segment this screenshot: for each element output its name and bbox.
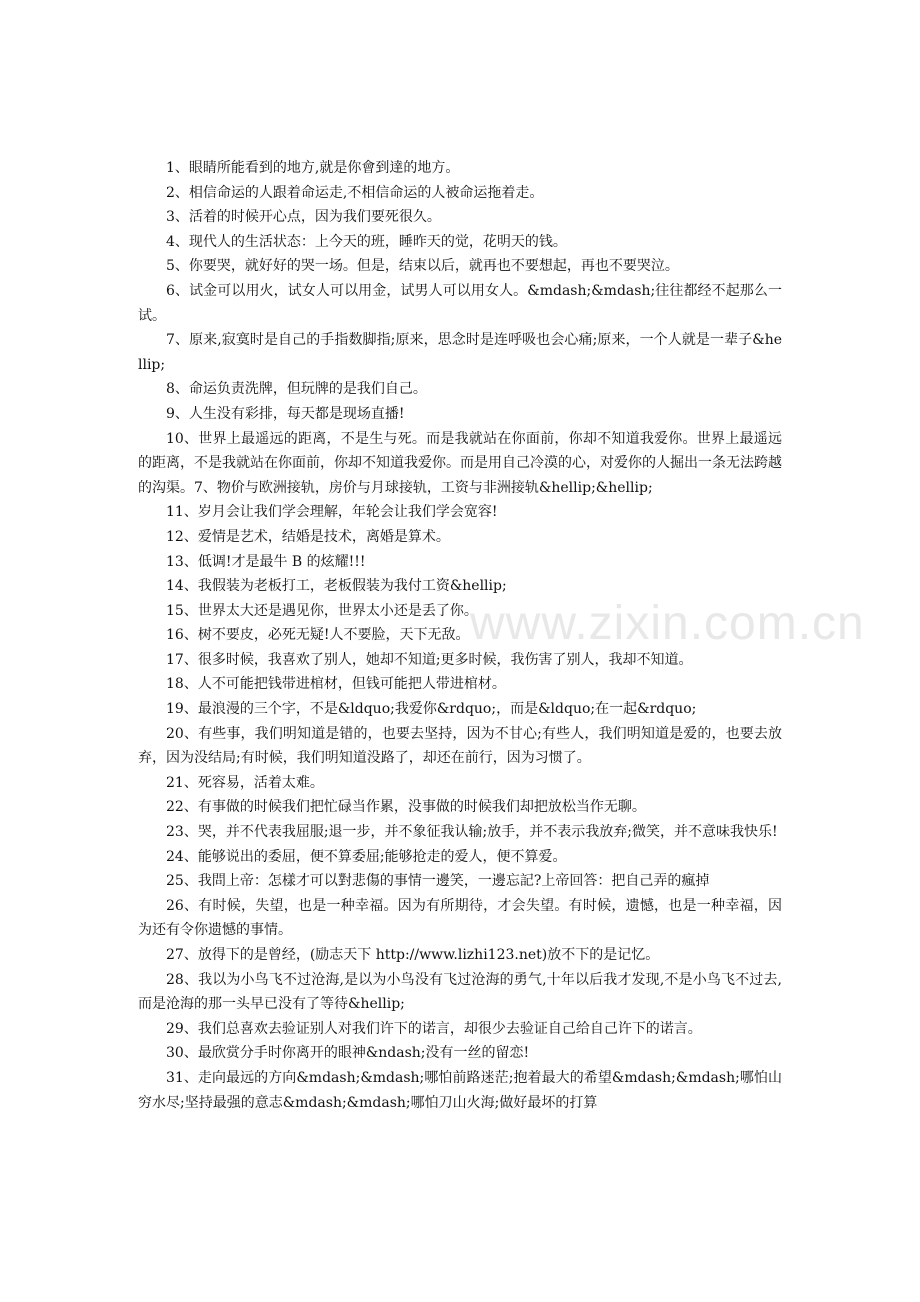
paragraph-16: 16、树不要皮，必死无疑!人不要脸，天下无敌。 bbox=[166, 627, 470, 644]
paragraph-28: 28、我以为小鸟飞不过沧海,是以为小鸟没有飞过沧海的勇气,十年以后我才发现,不是小鸟飞不过去,而是沧海的那一头早已没有了等待&hellip; bbox=[138, 971, 782, 1013]
paragraph-21: 21、死容易，活着太难。 bbox=[166, 774, 324, 791]
paragraph-30: 30、最欣赏分手时你离开的眼神&ndash;没有一丝的留恋! bbox=[166, 1045, 530, 1062]
paragraph-20: 20、有些事，我们明知道是错的，也要去坚持，因为不甘心;有些人，我们明知道是爱的，也要去放弃，因为没结局;有时候，我们明知道没路了，却还在前行，因为习惯了。 bbox=[138, 725, 782, 767]
paragraph-4: 4、现代人的生活状态：上今天的班，睡昨天的觉，花明天的钱。 bbox=[166, 233, 567, 250]
watermark: www.zixin.com.cn bbox=[470, 597, 865, 650]
paragraph-18: 18、人不可能把钱带进棺材，但钱可能把人带进棺材。 bbox=[166, 676, 506, 693]
paragraph-15: 15、世界太大还是遇见你，世界太小还是丢了你。 bbox=[166, 602, 478, 619]
paragraph-3: 3、活着的时候开心点，因为我们要死很久。 bbox=[166, 209, 441, 226]
paragraph-31: 31、走向最远的方向&mdash;&mdash;哪怕前路迷茫;抱着最大的希望&mdash;&mdash;哪怕山穷水尽;坚持最强的意志&mdash;&mdash;哪怕刀山火海;做好最坏的打算 bbox=[138, 1069, 782, 1111]
paragraph-29: 29、我们总喜欢去验证别人对我们许下的诺言，却很少去验证自己给自己许下的诺言。 bbox=[166, 1020, 702, 1037]
paragraph-27: 27、放得下的是曾经，(励志天下 http://www.lizhi123.net)放不下的是记忆。 bbox=[166, 947, 660, 963]
paragraph-22: 22、有事做的时候我们把忙碌当作累，没事做的时候我们却把放松当作无聊。 bbox=[166, 799, 646, 816]
paragraph-6: 6、试金可以用火，试女人可以用金，试男人可以用女人。&mdash;&mdash;往往都经不起那么一试。 bbox=[138, 282, 782, 324]
paragraph-12: 12、爱情是艺术，结婚是技术，离婚是算术。 bbox=[166, 528, 450, 545]
paragraph-1: 1、眼睛所能看到的地方,就是你會到達的地方。 bbox=[166, 160, 460, 176]
paragraph-9: 9、人生没有彩排，每天都是现场直播! bbox=[166, 405, 405, 422]
paragraph-24: 24、能够说出的委屈，便不算委屈;能够抢走的爱人，便不算爱。 bbox=[166, 848, 567, 865]
paragraph-25: 25、我問上帝：怎樣才可以對悲傷的事情一邊笑，一邊忘記?上帝回答：把自己弄的瘋掉 bbox=[166, 873, 710, 890]
paragraph-23: 23、哭，并不代表我屈服;退一步，并不象征我认输;放手，并不表示我放弃;微笑，并不意味我快乐! bbox=[166, 824, 778, 841]
document-body bbox=[138, 156, 782, 1115]
paragraph-10: 10、世界上最遥远的距离，不是生与死。而是我就站在你面前，你却不知道我爱你。世界上最遥远的距离，不是我就站在你面前，你却不知道我爱你。而是用自己冷漠的心，对爱你的人掘出一条无法跨越的沟渠。7、物价与欧洲接轨，房价与月球接轨，工资与非洲接轨&hellip;&hellip; bbox=[138, 430, 782, 496]
paragraph-7: 7、原来,寂寞时是自己的手指数脚指;原来，思念时是连呼吸也会心痛;原来，一个人就是一辈子&hellip; bbox=[138, 332, 782, 373]
paragraph-14: 14、我假装为老板打工，老板假装为我付工资&hellip; bbox=[166, 578, 507, 595]
paragraph-5: 5、你要哭，就好好的哭一场。但是，结束以后，就再也不要想起，再也不要哭泣。 bbox=[166, 258, 679, 275]
paragraph-13: 13、低调!才是最牛 B 的炫耀!!! bbox=[166, 553, 366, 570]
paragraph-2: 2、相信命运的人跟着命运走,不相信命运的人被命运拖着走。 bbox=[166, 184, 544, 201]
paragraph-17: 17、很多时候，我喜欢了别人，她却不知道;更多时候，我伤害了别人，我却不知道。 bbox=[166, 651, 693, 668]
paragraph-19: 19、最浪漫的三个字，不是&ldquo;我爱你&rdquo;，而是&ldquo;在一起&rdquo; bbox=[166, 701, 697, 718]
paragraph-8: 8、命运负责洗牌，但玩牌的是我们自己。 bbox=[166, 381, 427, 398]
paragraph-11: 11、岁月会让我们学会理解，年轮会让我们学会宽容! bbox=[166, 504, 498, 521]
paragraph-26: 26、有时候，失望，也是一种幸福。因为有所期待，才会失望。有时候，遗憾，也是一种幸福，因为还有令你遗憾的事情。 bbox=[138, 897, 782, 939]
